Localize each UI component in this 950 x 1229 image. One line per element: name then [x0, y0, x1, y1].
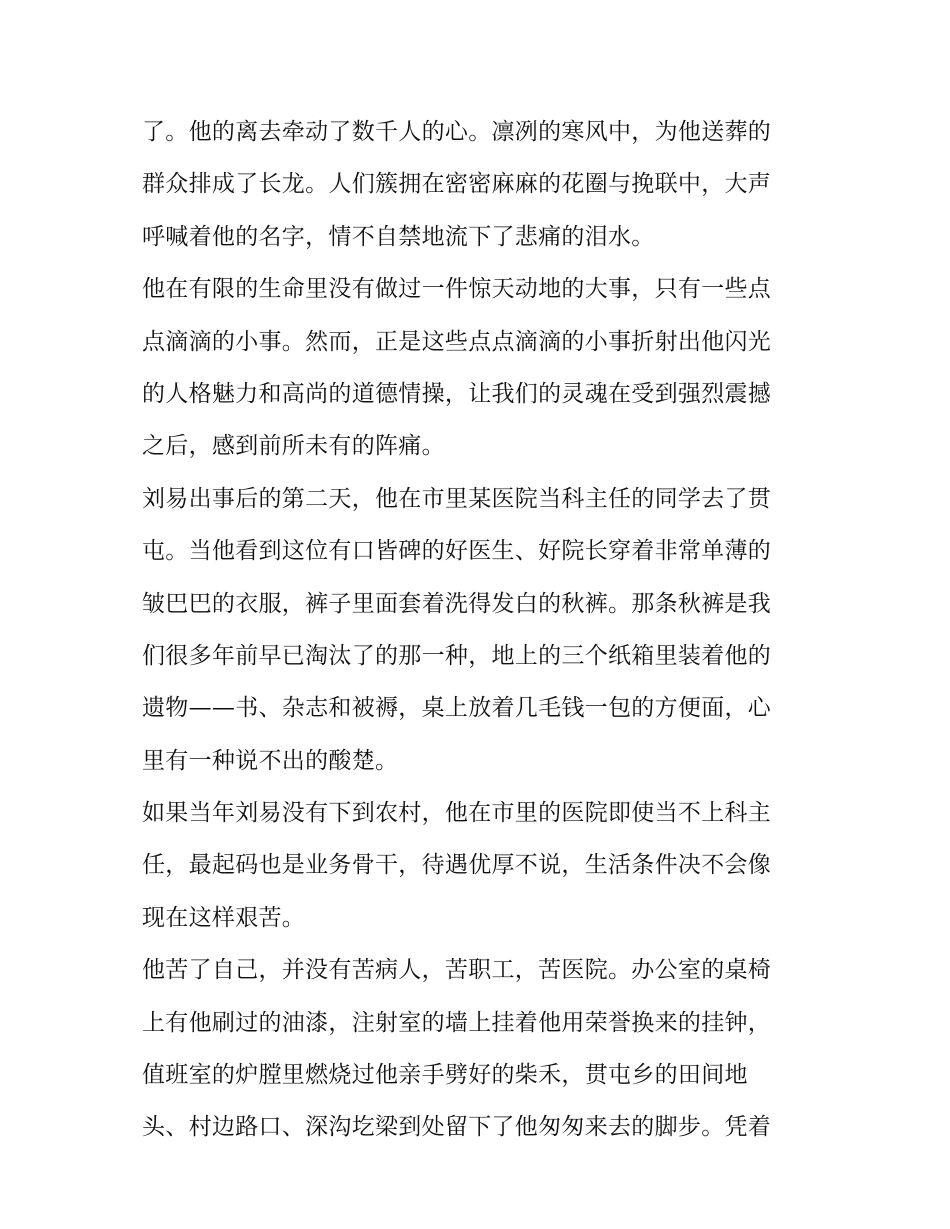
text-line: 任，最起码也是业务骨干，待遇优厚不说，生活条件决不会像 — [142, 852, 772, 879]
text-line: 现在这样艰苦。 — [142, 904, 306, 931]
text-line: 刘易出事后的第二天，他在市里某医院当科主任的同学去了贯 — [142, 485, 772, 512]
text-line: 遗物——书、杂志和被褥，桌上放着几毛钱一包的方便面，心 — [142, 695, 772, 722]
text-line: 了。他的离去牵动了数千人的心。凛冽的寒风中，为他送葬的 — [142, 119, 772, 145]
text-line: 点滴滴的小事。然而，正是这些点点滴滴的小事折射出他闪光 — [142, 328, 772, 355]
text-line: 皱巴巴的衣服，裤子里面套着洗得发白的秋裤。那条秋裤是我 — [142, 590, 772, 617]
text-line: 的人格魅力和高尚的道德情操，让我们的灵魂在受到强烈震撼 — [142, 380, 772, 407]
text-line: 们很多年前早已淘汰了的那一种，地上的三个纸箱里装着他的 — [142, 642, 772, 669]
body-text — [142, 106, 814, 1154]
text-line: 上有他刷过的油漆，注射室的墙上挂着他用荣誉换来的挂钟， — [142, 1009, 772, 1036]
text-line: 头、村边路口、深沟圪梁到处留下了他匆匆来去的脚步。凭着 — [142, 1114, 772, 1141]
text-line: 他苦了自己，并没有苦病人，苦职工，苦医院。办公室的桌椅 — [142, 957, 772, 984]
text-line: 呼喊着他的名字，情不自禁地流下了悲痛的泪水。 — [142, 223, 655, 250]
text-line: 他在有限的生命里没有做过一件惊天动地的大事，只有一些点 — [142, 276, 772, 303]
text-line: 里有一种说不出的酸楚。 — [142, 747, 399, 774]
text-line: 值班室的炉膛里燃烧过他亲手劈好的柴禾，贯屯乡的田间地 — [142, 1062, 748, 1089]
text-line: 屯。当他看到这位有口皆碑的好医生、好院长穿着非常单薄的 — [142, 538, 772, 565]
text-line: 群众排成了长龙。人们簇拥在密密麻麻的花圈与挽联中，大声 — [142, 171, 772, 198]
text-line: 之后，感到前所未有的阵痛。 — [142, 433, 445, 460]
text-line: 如果当年刘易没有下到农村，他在市里的医院即使当不上科主 — [142, 800, 772, 827]
